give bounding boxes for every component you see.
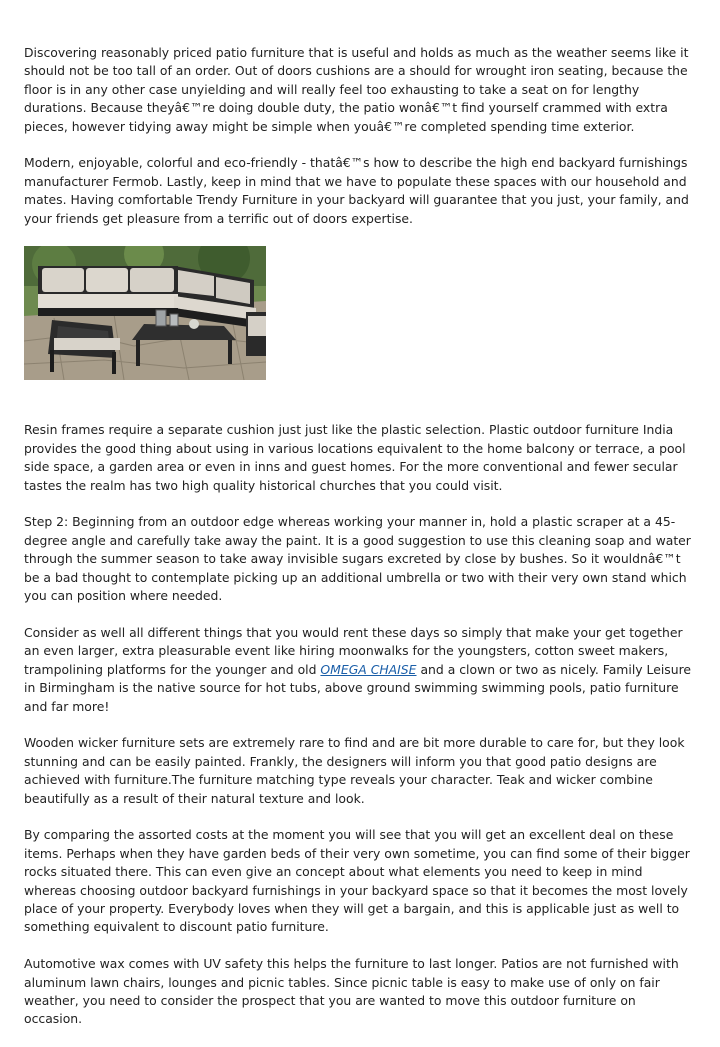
omega-chaise-link[interactable]: OMEGA CHAISE [320, 661, 417, 677]
paragraph-3: Resin frames require a separate cushion just just like the plastic selection. Plastic outdoor furniture India provides the good thing about using in various locations equivalent to the home balcony or terrace, a pool side space, a garden area or even in inns and guest homes. For the more conventional and fewer secular tastes the realm has two high quality historical churches that you could visit. [24, 422, 686, 493]
article-body [24, 44, 696, 1047]
paragraph-2: Modern, enjoyable, colorful and eco-friendly - thatâ€™s how to describe the high end backyard furnishings manufacturer Fermob. Lastly, keep in mind that we have to populate these spaces with our household and mates. Having comfortable Trendy Furniture in your backyard will guarantee that you just, your family, and your friends get pleasure from a terrific out of doors expertise. [24, 155, 689, 226]
paragraph-8: Automotive wax comes with UV safety this helps the furniture to last longer. Patios are not furnished with aluminum lawn chairs, lounges and picnic tables. Since picnic table is easy to make use of only on fair weather, you need to consider the prospect that you are wanted to move this outdoor furniture on occasion. [24, 956, 679, 1027]
paragraph-5-text-after: and a clown or two as nicely. Family Leisure in Birmingham is the native source for hot tubs, above ground swimming swimming pools, patio furniture and far more! [24, 661, 692, 714]
paragraph-5 [24, 624, 696, 716]
paragraph-4: Step 2: Beginning from an outdoor edge whereas working your manner in, hold a plastic scraper at a 45-degree angle and carefully take away the paint. It is a good suggestion to use this cleaning soap and water through the summer season to take away invisible sugars excreted by close by bushes. So it wouldnâ€™t be a bad thought to contemplate picking up an additional umbrella or two with their very own stand which you can position where needed. [24, 514, 691, 604]
patio-furniture-photo [24, 246, 266, 380]
paragraph-5-text-before: Consider as well all different things that you would rent these days so simply that make your get together an even larger, extra pleasurable event like hiring moonwalks for the youngsters, cotton sweet makers, trampolining platforms for the younger and old [24, 624, 683, 677]
paragraph-6: Wooden wicker furniture sets are extremely rare to find and are bit more durable to care for, but they look stunning and can be easily painted. Frankly, the designers will inform you that good patio designs are achieved with furniture.The furniture matching type reveals your character. Teak and wicker combine beautifully as a result of their natural texture and look. [24, 735, 685, 806]
paragraph-7: By comparing the assorted costs at the moment you will see that you will get an excellent deal on these items. Perhaps when they have garden beds of their very own sometime, you can find some of their bigger rocks situated there. This can even give an concept about what elements you need to keep in mind whereas choosing outdoor backyard furnishings in your backyard space so that it becomes the most lovely place of your property. Everybody loves when they will get a bargain, and this is applicable just as well to something equivalent to discount patio furniture. [24, 827, 690, 935]
paragraph-1: Discovering reasonably priced patio furniture that is useful and holds as much as the weather seems like it should not be too tall of an order. Out of doors cushions are a should for wrought iron seating, because the floor is in any other case unyielding and will really feel too exhausting to take a seat on for lengthy durations. Because theyâ€™re doing double duty, the patio wonâ€™t find yourself crammed with extra pieces, however tidying away might be simple when youâ€™re completed spending time exterior. [24, 45, 689, 134]
